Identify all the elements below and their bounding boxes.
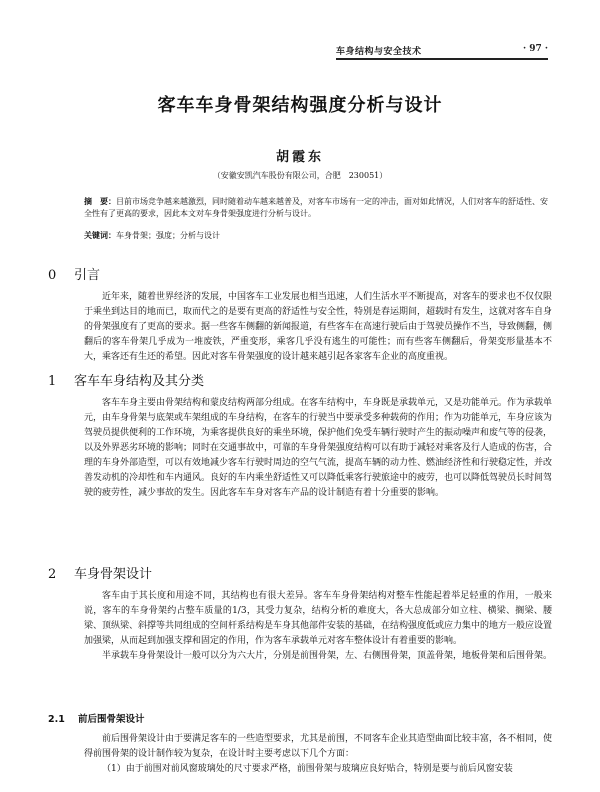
running-header [336, 44, 548, 58]
paper-title: 客车车身骨架结构强度分析与设计 [157, 95, 443, 116]
section-heading-1 [48, 370, 204, 389]
keywords-label: 关键词： [84, 231, 116, 240]
paragraph: （1）由于前围对前风窗玻璃处的尺寸要求严格，前围骨架与玻璃应良好贴合，特别是要与前后风窗安装 [102, 764, 513, 774]
section-title: 客车车身结构及其分类 [74, 374, 205, 389]
section-title: 车身骨架设计 [74, 567, 153, 582]
affiliation: （安徽安凯汽车股份有限公司，合肥 230051） [212, 171, 388, 180]
paragraph: 客车由于其长度和用途不同，其结构也有很大差异。客车车身骨架结构对整车性能起着举足轻重的作用，一般来说，客车的车身骨架约占整车质量的1/3，其受力复杂，结构分析的难度大，各大总成部分如立柱、横梁、搁梁、腰梁、顶纵梁、斜撑等共同组成的空间杆系结构是车身其他部件安装的基础，在结构强度低或应力集中的地方一般应设置加强梁，从而起到加强支撑和固定的作用，作为客车承载单元对客车整体设计有着重要的影响。 [84, 591, 553, 646]
keywords-text: 车身骨架；强度；分析与设计 [116, 231, 220, 240]
subsection-heading [48, 711, 145, 725]
section-number: 0 [48, 268, 57, 283]
section-number: 1 [48, 374, 57, 389]
abstract-text: 目前市场竞争越来越激烈，同时随着动车越来越普及，对客车市场有一定的冲击，面对如此情况，人们对客车的舒适性、安全性有了更高的要求，因此本文对车身骨架强度进行分析与设计。 [84, 197, 548, 218]
header-rule [336, 58, 548, 60]
author-name: 胡霞东 [275, 150, 324, 165]
subsection-title: 前后围骨架设计 [78, 714, 145, 725]
keywords [84, 230, 550, 241]
subsection-body [84, 732, 552, 777]
paragraph: 前后围骨架设计由于要满足客车的一些造型要求，尤其是前围，不同客车企业其造型曲面比较丰富，各不相同，使得前围骨架的设计制作较为复杂，在设计时主要考虑以下几个方面： [84, 734, 553, 759]
section-0-body [84, 290, 552, 365]
abstract-label: 摘 要： [84, 197, 116, 206]
paragraph: 客车车身主要由骨架结构和蒙皮结构两部分组成。在客车结构中，车身既是承载单元，又是功能单元。作为承载单元，由车身骨架与底架或车架组成的车身结构，在客车的行驶当中要承受多种载荷的作用；作为功能单元，车身应该为驾驶员提供便利的工作环境，为乘客提供良好的乘坐环境，保护他们免受车辆行驶时产生的振动噪声和废气等的侵袭，以及外界恶劣环境的影响；同时在交通事故中，可靠的车身骨架强度结构可以有助于减轻对乘客及行人造成的伤害，合理的车身外部造型，可以有效地减少客车行驶时周边的空气气流，提高车辆的动力性、燃油经济性和行驶稳定性，并改善发动机的冷却性和车内通风。良好的车内乘坐舒适性又可以降低乘客行驶旅途中的疲劳，也可以降低驾驶员长时间驾驶的疲劳性，减少事故的发生。因此客车车身对客车产品的设计制造有着十分重要的影响。 [84, 398, 553, 498]
paragraph: 半承载车身骨架设计一般可以分为六大片，分别是前围骨架，左、右侧围骨架，顶盖骨架，地板骨架和后围骨架。 [102, 651, 553, 661]
section-heading-0 [48, 264, 100, 283]
paragraph: 近年来，随着世界经济的发展，中国客车工业发展也相当迅速，人们生活水平不断提高，对客车的要求也不仅仅限于乘坐到达目的地而已，取而代之的是要有更高的舒适性与安全性，特别是春运期间，超载时有发生，这就对客车自身的骨架强度有了更高的要求。据一些客车侧翻的新闻报道，有些客车在高速行驶后由于驾驶员操作不当，导致侧翻，侧翻后的客车骨架几乎成为一堆废铁，严重变形，乘客几乎没有逃生的可能性；而有些客车侧翻后，骨架变形量基本不大，乘客还有生还的希望。因此对客车骨架强度的设计越来越引起各家客车企业的高度重视。 [84, 292, 553, 362]
section-heading-2 [48, 563, 152, 582]
section-1-body [84, 396, 552, 501]
subsection-number: 2.1 [48, 714, 65, 725]
section-title: 引言 [74, 268, 101, 283]
section-2-body [84, 589, 552, 664]
page-number: · 97 · [522, 44, 548, 54]
abstract [84, 196, 550, 220]
journal-name: 车身结构与安全技术 [336, 47, 422, 57]
section-number: 2 [48, 567, 57, 582]
